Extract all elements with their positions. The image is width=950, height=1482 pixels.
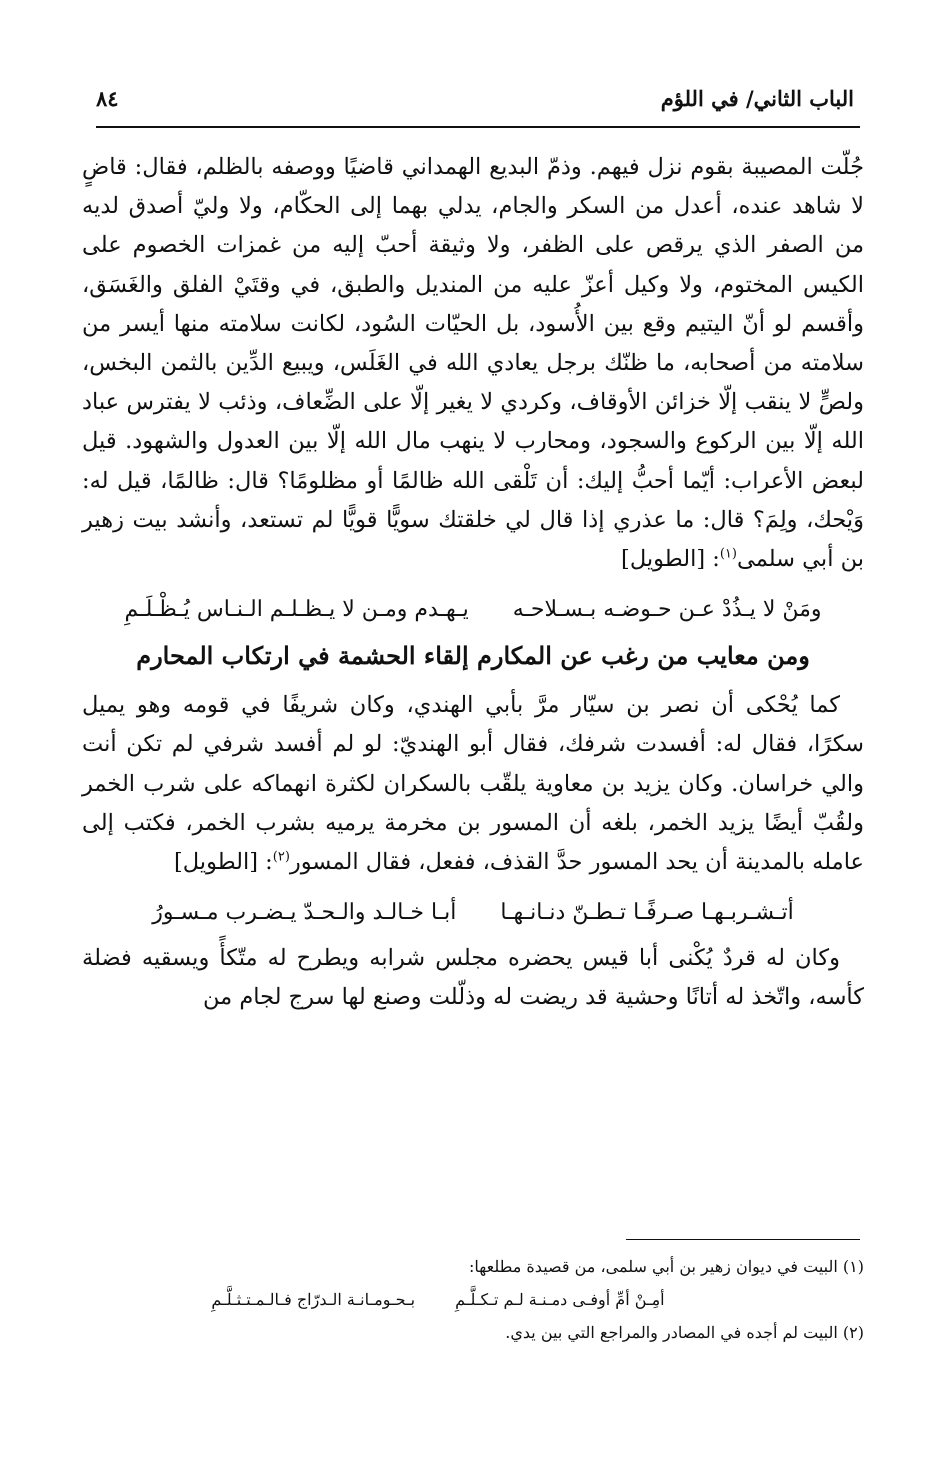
paragraph-1-text: جُلّت المصيبة بقوم نزل فيهم. وذمّ البديع الهمداني قاضيًا ووصفه بالظلم، فقال: قاضٍ لا شاهد عنده، أعدل من السكر والجام، يدلي بهما إلى الحكّام، ولا وليّ أصدق لديه من الصفر الذي يرقص على الظفر، ولا وثيقة أحبّ إليه من غمزات الخصوم على الكيس المختوم، ولا وكيل أعزّ عليه من المنديل والطبق، في وقتَيْ الفلق والغَسَق، وأقسم لو أنّ اليتيم وقع بين الأُسود، بل الحيّات السُود، لكانت سلامته منها أيسر من سلامته من أصحابه، ما ظنّك برجل يعادي الله في الغَلَس، ويبيع الدِّين بالثمن البخس، ولصٍّ لا ينقب إلّا خزائن الأوقاف، وكردي لا يغير إلّا على الضِّعاف، وذئب لا يفترس عباد الله إلّا بين الركوع والسجود، ومحارب لا ينهب مال الله إلّا بين العدول والشهود. قيل لبعض الأعراب: أيّما أحبُّ إليك: أن تَلْقى الله ظالمًا أو مظلومًا؟ قال: ظالمًا، قيل له: وَيْحك، ولِمَ؟ قال: ما عذري إذا قال لي خلقتك سويًّا قويًّا لم تستعد، وأنشد بيت زهير بن أبي سلمى [82,154,864,573]
section-heading: ومن معايب من رغب عن المكارم إلقاء الحشمة في ارتكاب المحارم [136,641,810,671]
header-rule [96,126,860,128]
running-header [96,82,854,126]
verse-2-second-hemistich: أبـا خـالـد والـحـدّ يـضـرب مـسـورُ [152,900,457,926]
footnote-ref-1: (١) [719,546,737,562]
main-text [82,148,864,1018]
footnote-1-verse [82,1283,864,1316]
meter-label-1: : [الطويل] [621,546,720,573]
paragraph-2-text: كما يُحْكى أن نصر بن سيّار مرَّ بأبي الهندي، وكان شريفًا في قومه وهو يميل سكرًا، فقال له: أفسدت شرفك، فقال أبو الهنديّ: لو لم أفسد شرفي لم تكن أنت والي خراسان. وكان يزيد بن معاوية يلقّب بالسكران لكثرة انهماكه على شرب الخمر ولقُبّ أيضًا يزيد الخمر، بلغه أن المسور بن مخرمة يرميه بشرب الخمر، فكتب إلى عامله بالمدينة أن يحد المسور حدَّ القذف، ففعل، فقال المسور [82,692,864,876]
paragraph-2 [82,686,864,882]
footnote-1: (١) البيت في ديوان زهير بن أبي سلمى، من قصيدة مطلعها: [468,1257,864,1276]
footnote-ref-2: (٢) [272,849,290,865]
meter-label-2: : [الطويل] [173,849,273,876]
verse-2-first-hemistich: أتـشـربـهـا صـرفًـا تـطـنّ دنـانـهـا [500,900,794,926]
verse-1-first-hemistich: ومَنْ لا يـذُدْ عـن حـوضـه بـسـلاحـه [512,597,822,623]
poem-verse-2 [82,900,864,925]
footnote-rule [626,1239,860,1240]
poem-verse-1 [82,597,864,622]
footnote-verse-first-hemistich: أمِـنْ أمِّ أوفـى دمـنـة لـم تـكـلَّـمِ [455,1290,665,1309]
chapter-title: الباب الثاني/ في اللؤم [660,86,854,111]
paragraph-3 [82,939,864,1017]
paragraph-1 [82,148,864,579]
page-number: ٨٤ [96,86,119,111]
footnote-verse-second-hemistich: بـحـومـانـة الـدرّاج فـالـمـتـثـلَّـمِ [211,1290,416,1309]
footnote-2: (٢) البيت لم أجده في المصادر والمراجع التي بين يدي. [505,1323,864,1342]
verse-1-second-hemistich: يـهـدم ومـن لا يـظـلـم الـنـاس يُـظْـلَـمِ [124,597,469,623]
footnotes [82,1250,864,1349]
paragraph-3-text: وكان له قردٌ يُكْنى أبا قيس يحضره مجلس شرابه ويطرح له متّكأً ويسقيه فضلة كأسه، واتّخذ له أتانًا وحشية قد ريضت له وذلّلت وصنع لها سرج لجام من [82,945,864,1011]
